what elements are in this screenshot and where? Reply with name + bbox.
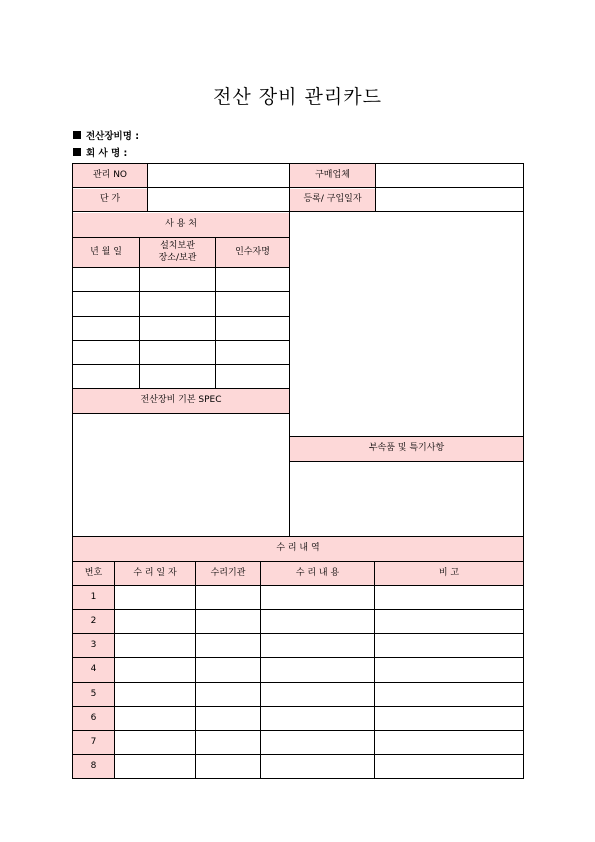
table-row[interactable]: [115, 707, 523, 730]
mgmt-no-value[interactable]: [148, 164, 289, 187]
vendor-value[interactable]: [376, 164, 523, 187]
repair-row-number: 2: [73, 610, 114, 633]
repair-col-date: 수 리 일 자: [115, 562, 195, 585]
company-name-label: 회 사 명 :: [86, 148, 128, 159]
photo-area[interactable]: [290, 212, 523, 436]
repair-row-number: 7: [73, 731, 114, 754]
company-name-field: [73, 145, 127, 159]
table-row[interactable]: [115, 586, 523, 609]
repair-row-number: 3: [73, 634, 114, 657]
repair-row-number: 6: [73, 707, 114, 730]
repair-col-no: 번호: [73, 562, 114, 585]
repair-col-remarks: 비 고: [375, 562, 523, 585]
price-label: 단 가: [73, 189, 147, 211]
usage-header: 사 용 처: [73, 213, 289, 237]
mgmt-no-label: 관리 NO: [73, 164, 147, 187]
vendor-label: 구매업체: [290, 164, 375, 187]
accessories-area[interactable]: [290, 462, 523, 536]
table-row[interactable]: [115, 683, 523, 706]
table-row[interactable]: [115, 658, 523, 682]
repair-col-content: 수 리 내 용: [261, 562, 374, 585]
table-row[interactable]: [73, 268, 289, 291]
table-row[interactable]: [73, 365, 289, 388]
square-bullet-icon: [73, 131, 81, 139]
square-bullet-icon: [73, 148, 81, 156]
repair-row-number: 8: [73, 755, 114, 778]
table-row[interactable]: [115, 634, 523, 657]
usage-col-receiver: 인수자명: [216, 238, 289, 267]
equipment-name-field: [73, 128, 139, 142]
repair-header: 수 리 내 역: [73, 537, 523, 561]
table-row[interactable]: [73, 317, 289, 340]
accessories-header: 부속품 및 특기사항: [290, 437, 523, 461]
repair-row-number: 4: [73, 658, 114, 682]
table-row[interactable]: [115, 610, 523, 633]
equipment-name-label: 전산장비명 :: [86, 131, 139, 142]
repair-row-number: 1: [73, 586, 114, 609]
reg-date-label: 등록/ 구입일자: [290, 189, 375, 211]
table-row[interactable]: [115, 731, 523, 754]
table-row[interactable]: [73, 341, 289, 364]
repair-col-agency: 수리기관: [196, 562, 260, 585]
spec-area[interactable]: [73, 414, 289, 536]
reg-date-value[interactable]: [376, 189, 523, 211]
table-row[interactable]: [115, 755, 523, 778]
repair-row-number: 5: [73, 683, 114, 706]
page-title: 전산 장비 관리카드: [213, 86, 382, 108]
usage-col-date: 년 월 일: [73, 238, 139, 267]
price-value[interactable]: [148, 189, 289, 211]
usage-col-location: 설치보관 장소/보관: [140, 238, 215, 267]
table-row[interactable]: [73, 292, 289, 316]
spec-header: 전산장비 기본 SPEC: [73, 389, 289, 413]
